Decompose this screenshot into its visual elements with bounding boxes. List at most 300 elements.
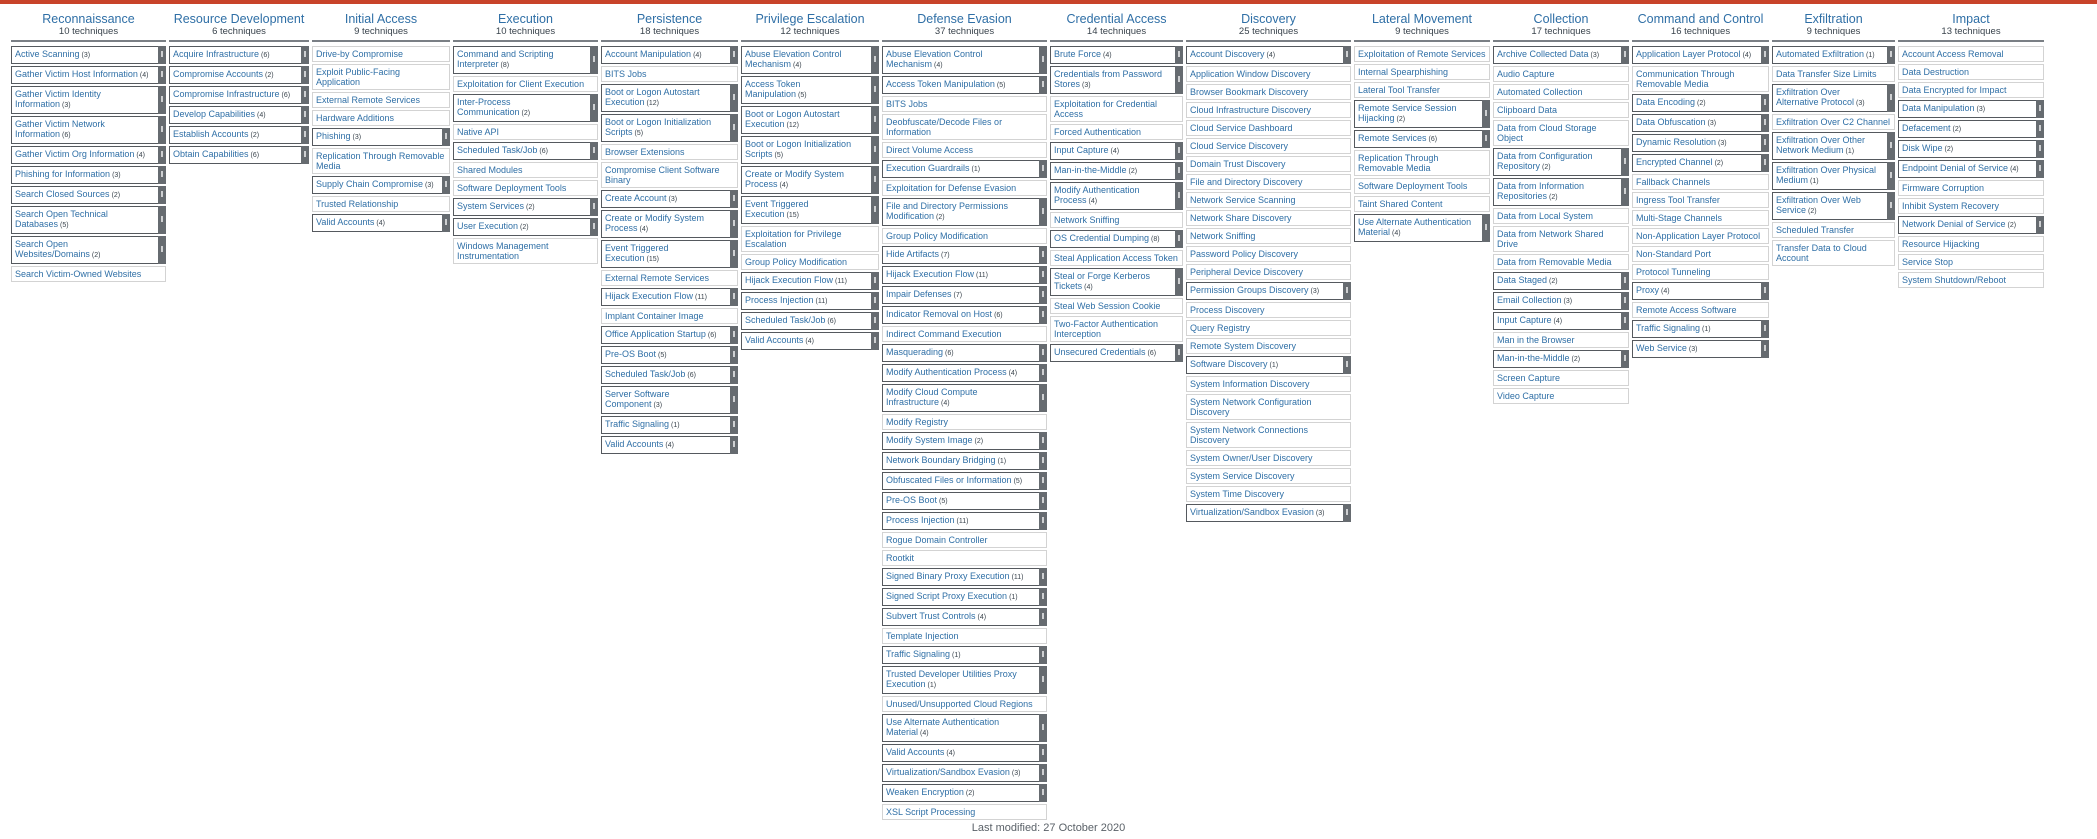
technique-name[interactable]: System Network Configuration Discovery <box>1190 397 1312 417</box>
technique-cell[interactable] <box>11 66 166 84</box>
technique-name[interactable]: Hijack Execution Flow <box>886 269 975 279</box>
technique-cell[interactable] <box>1632 282 1769 300</box>
technique-cell[interactable] <box>1354 150 1490 176</box>
technique-label[interactable] <box>886 367 1017 379</box>
technique-name[interactable]: Query Registry <box>1190 323 1251 333</box>
technique-cell[interactable] <box>1898 100 2044 118</box>
technique-label[interactable] <box>1190 213 1292 223</box>
technique-name[interactable]: Modify Authentication Process <box>1054 185 1140 205</box>
technique-name[interactable]: Abuse Elevation Control Mechanism <box>745 49 842 69</box>
technique-label[interactable] <box>1190 285 1319 297</box>
technique-label[interactable] <box>1497 49 1599 61</box>
technique-label[interactable] <box>605 243 722 265</box>
technique-name[interactable]: File and Directory Permissions Modification <box>886 201 1009 221</box>
technique-cell[interactable] <box>1898 120 2044 138</box>
technique-label[interactable] <box>1776 243 1891 263</box>
technique-label[interactable] <box>745 295 827 307</box>
technique-name[interactable]: Shared Modules <box>457 165 523 175</box>
technique-name[interactable]: Scheduled Task/Job <box>457 145 538 155</box>
technique-label[interactable] <box>1190 397 1347 417</box>
technique-label[interactable] <box>1636 213 1722 223</box>
technique-name[interactable]: Lateral Tool Transfer <box>1358 85 1440 95</box>
technique-name[interactable]: Search Closed Sources <box>15 189 110 199</box>
technique-label[interactable] <box>316 131 361 143</box>
technique-cell[interactable] <box>1898 254 2044 270</box>
technique-cell[interactable] <box>882 326 1047 342</box>
technique-cell[interactable] <box>1493 254 1629 270</box>
technique-name[interactable]: Direct Volume Access <box>886 145 974 155</box>
technique-name[interactable]: Unsecured Credentials <box>1054 347 1146 357</box>
technique-label[interactable] <box>316 199 398 209</box>
technique-cell[interactable] <box>1050 46 1183 64</box>
technique-name[interactable]: Gather Victim Identity Information <box>15 89 101 109</box>
technique-cell[interactable] <box>11 116 166 144</box>
technique-label[interactable] <box>1497 257 1612 267</box>
technique-name[interactable]: Communication Through Removable Media <box>1636 69 1735 89</box>
technique-cell[interactable] <box>453 198 598 216</box>
technique-cell[interactable] <box>1632 174 1769 190</box>
expand-handle-icon[interactable]: ‖ <box>1039 666 1047 694</box>
technique-name[interactable]: Cloud Service Discovery <box>1190 141 1289 151</box>
technique-name[interactable]: Execution Guardrails <box>886 163 970 173</box>
expand-handle-icon[interactable]: ‖ <box>1175 46 1183 64</box>
technique-name[interactable]: Non-Application Layer Protocol <box>1636 231 1761 241</box>
technique-label[interactable] <box>457 183 566 193</box>
technique-label[interactable] <box>886 417 948 427</box>
technique-name[interactable]: Gather Victim Org Information <box>15 149 135 159</box>
technique-name[interactable]: Forced Authentication <box>1054 127 1142 137</box>
technique-cell[interactable] <box>1050 142 1183 160</box>
technique-cell[interactable] <box>882 180 1047 196</box>
technique-cell[interactable] <box>1632 46 1769 64</box>
expand-handle-icon[interactable]: ‖ <box>730 210 738 238</box>
technique-cell[interactable] <box>453 76 598 92</box>
expand-handle-icon[interactable]: ‖ <box>1621 312 1629 330</box>
technique-cell[interactable] <box>1632 246 1769 262</box>
expand-handle-icon[interactable]: ‖ <box>730 386 738 414</box>
technique-name[interactable]: Valid Accounts <box>886 747 945 757</box>
expand-handle-icon[interactable]: ‖ <box>1482 214 1490 242</box>
technique-label[interactable] <box>886 329 1002 339</box>
technique-cell[interactable] <box>882 384 1047 412</box>
expand-handle-icon[interactable]: ‖ <box>730 416 738 434</box>
technique-name[interactable]: Account Access Removal <box>1902 49 2004 59</box>
tactic-name[interactable]: Discovery <box>1241 12 1296 26</box>
expand-handle-icon[interactable]: ‖ <box>590 198 598 216</box>
technique-label[interactable] <box>886 611 986 623</box>
technique-name[interactable]: Steal Application Access Token <box>1054 253 1178 263</box>
technique-name[interactable]: Permission Groups Discovery <box>1190 285 1309 295</box>
technique-cell[interactable] <box>741 254 879 270</box>
technique-label[interactable] <box>1902 49 2004 59</box>
tactic-name[interactable]: Collection <box>1533 12 1589 26</box>
technique-label[interactable] <box>1190 177 1303 187</box>
technique-name[interactable]: Clipboard Data <box>1497 105 1558 115</box>
technique-label[interactable] <box>886 289 962 301</box>
technique-cell[interactable] <box>882 414 1047 430</box>
technique-cell[interactable] <box>1632 192 1769 208</box>
expand-handle-icon[interactable]: ‖ <box>1039 512 1047 530</box>
technique-name[interactable]: Event Triggered Execution <box>605 243 669 263</box>
technique-label[interactable] <box>1190 105 1311 115</box>
technique-name[interactable]: Subvert Trust Controls <box>886 611 976 621</box>
technique-label[interactable] <box>1054 69 1167 91</box>
technique-cell[interactable] <box>1354 130 1490 148</box>
technique-cell[interactable] <box>882 666 1047 694</box>
technique-cell[interactable] <box>1186 376 1351 392</box>
technique-cell[interactable] <box>882 96 1047 112</box>
technique-name[interactable]: Data from Network Shared Drive <box>1497 229 1604 249</box>
technique-cell[interactable] <box>882 160 1047 178</box>
technique-name[interactable]: System Information Discovery <box>1190 379 1310 389</box>
technique-cell[interactable] <box>1493 66 1629 82</box>
technique-label[interactable] <box>1054 301 1160 311</box>
technique-name[interactable]: Valid Accounts <box>316 217 375 227</box>
technique-cell[interactable] <box>601 308 738 324</box>
technique-name[interactable]: Access Token Manipulation <box>886 79 995 89</box>
technique-cell[interactable] <box>11 166 166 184</box>
technique-label[interactable] <box>886 807 975 817</box>
technique-name[interactable]: Remote Service Session Hijacking <box>1358 103 1457 123</box>
technique-cell[interactable] <box>453 238 598 264</box>
technique-cell[interactable] <box>11 206 166 234</box>
technique-cell[interactable] <box>1050 316 1183 342</box>
technique-cell[interactable] <box>1186 210 1351 226</box>
technique-label[interactable] <box>1902 239 1980 249</box>
technique-cell[interactable] <box>1050 66 1183 94</box>
technique-name[interactable]: Exfiltration Over Physical Medium <box>1776 165 1877 185</box>
technique-cell[interactable] <box>1493 272 1629 290</box>
technique-label[interactable] <box>1636 323 1711 335</box>
technique-name[interactable]: Compromise Infrastructure <box>173 89 280 99</box>
technique-label[interactable] <box>1636 267 1711 277</box>
technique-label[interactable] <box>745 335 814 347</box>
technique-name[interactable]: System Owner/User Discovery <box>1190 453 1313 463</box>
technique-cell[interactable] <box>453 218 598 236</box>
technique-label[interactable] <box>1497 181 1613 203</box>
expand-handle-icon[interactable]: ‖ <box>301 86 309 104</box>
technique-name[interactable]: Software Discovery <box>1190 359 1268 369</box>
expand-handle-icon[interactable]: ‖ <box>2036 120 2044 138</box>
technique-name[interactable]: Native API <box>457 127 500 137</box>
expand-handle-icon[interactable]: ‖ <box>442 176 450 194</box>
technique-label[interactable] <box>1190 425 1347 445</box>
technique-label[interactable] <box>745 275 847 287</box>
expand-handle-icon[interactable]: ‖ <box>1761 340 1769 358</box>
technique-label[interactable] <box>745 315 836 327</box>
technique-label[interactable] <box>886 553 914 563</box>
technique-cell[interactable] <box>1050 96 1183 122</box>
technique-label[interactable] <box>1902 201 1999 211</box>
technique-name[interactable]: Boot or Logon Initialization Scripts <box>605 117 712 137</box>
technique-cell[interactable] <box>453 142 598 160</box>
technique-label[interactable] <box>886 249 950 261</box>
technique-label[interactable] <box>605 311 704 321</box>
technique-name[interactable]: Exploitation for Privilege Escalation <box>745 229 842 249</box>
technique-cell[interactable] <box>1772 84 1895 112</box>
tactic-name[interactable]: Execution <box>498 12 553 26</box>
technique-name[interactable]: Establish Accounts <box>173 129 249 139</box>
technique-label[interactable] <box>1636 305 1737 315</box>
expand-handle-icon[interactable]: ‖ <box>590 142 598 160</box>
technique-label[interactable] <box>886 387 1031 409</box>
technique-cell[interactable] <box>312 110 450 126</box>
expand-handle-icon[interactable]: ‖ <box>1482 100 1490 128</box>
technique-label[interactable] <box>1776 195 1879 217</box>
technique-cell[interactable] <box>1493 102 1629 118</box>
technique-cell[interactable] <box>882 628 1047 644</box>
technique-name[interactable]: Data Encrypted for Impact <box>1902 85 2007 95</box>
expand-handle-icon[interactable]: ‖ <box>1039 492 1047 510</box>
expand-handle-icon[interactable]: ‖ <box>2036 216 2044 234</box>
expand-handle-icon[interactable]: ‖ <box>730 84 738 112</box>
technique-cell[interactable] <box>882 804 1047 820</box>
technique-cell[interactable] <box>11 186 166 204</box>
technique-cell[interactable] <box>1493 178 1629 206</box>
technique-name[interactable]: Automated Collection <box>1497 87 1583 97</box>
technique-name[interactable]: Non-Standard Port <box>1636 249 1712 259</box>
expand-handle-icon[interactable]: ‖ <box>2036 160 2044 178</box>
technique-label[interactable] <box>1776 135 1879 157</box>
expand-handle-icon[interactable]: ‖ <box>1039 384 1047 412</box>
technique-label[interactable] <box>1054 347 1156 359</box>
expand-handle-icon[interactable]: ‖ <box>1175 268 1183 296</box>
expand-handle-icon[interactable]: ‖ <box>1621 178 1629 206</box>
technique-label[interactable] <box>1190 249 1298 259</box>
technique-name[interactable]: Exfiltration Over C2 Channel <box>1776 117 1891 127</box>
technique-name[interactable]: Search Victim-Owned Websites <box>15 269 142 279</box>
technique-cell[interactable] <box>1493 46 1629 64</box>
technique-name[interactable]: Acquire Infrastructure <box>173 49 260 59</box>
technique-label[interactable] <box>886 347 954 359</box>
expand-handle-icon[interactable]: ‖ <box>1482 130 1490 148</box>
expand-handle-icon[interactable]: ‖ <box>158 206 166 234</box>
technique-label[interactable] <box>745 257 847 267</box>
technique-name[interactable]: Video Capture <box>1497 391 1555 401</box>
technique-name[interactable]: Rogue Domain Controller <box>886 535 988 545</box>
expand-handle-icon[interactable]: ‖ <box>1039 568 1047 586</box>
technique-label[interactable] <box>1902 183 1984 193</box>
expand-handle-icon[interactable]: ‖ <box>301 66 309 84</box>
technique-cell[interactable] <box>882 696 1047 712</box>
technique-name[interactable]: Obfuscated Files or Information <box>886 475 1012 485</box>
technique-cell[interactable] <box>1050 298 1183 314</box>
technique-label[interactable] <box>1497 335 1575 345</box>
expand-handle-icon[interactable]: ‖ <box>730 346 738 364</box>
technique-label[interactable] <box>316 49 403 59</box>
technique-label[interactable] <box>1358 103 1474 125</box>
technique-label[interactable] <box>1497 295 1572 307</box>
expand-handle-icon[interactable]: ‖ <box>1761 320 1769 338</box>
technique-name[interactable]: Steal or Forge Kerberos Tickets <box>1054 271 1151 291</box>
technique-label[interactable] <box>457 127 499 137</box>
technique-cell[interactable] <box>1632 228 1769 244</box>
technique-name[interactable]: Indicator Removal on Host <box>886 309 993 319</box>
expand-handle-icon[interactable]: ‖ <box>2036 100 2044 118</box>
technique-label[interactable] <box>1776 117 1890 127</box>
technique-name[interactable]: Transfer Data to Cloud Account <box>1776 243 1867 263</box>
technique-label[interactable] <box>745 229 875 249</box>
technique-cell[interactable] <box>882 744 1047 762</box>
technique-cell[interactable] <box>1186 102 1351 118</box>
expand-handle-icon[interactable]: ‖ <box>1039 306 1047 324</box>
technique-name[interactable]: Replication Through Removable Media <box>1358 153 1439 173</box>
technique-name[interactable]: BITS Jobs <box>886 99 928 109</box>
technique-label[interactable] <box>15 149 145 161</box>
technique-name[interactable]: Modify Cloud Compute Infrastructure <box>886 387 978 407</box>
technique-label[interactable] <box>1636 249 1711 259</box>
technique-label[interactable] <box>886 231 988 241</box>
technique-cell[interactable] <box>1186 84 1351 100</box>
technique-name[interactable]: Internal Spearphishing <box>1358 67 1449 77</box>
expand-handle-icon[interactable]: ‖ <box>158 166 166 184</box>
technique-cell[interactable] <box>1632 340 1769 358</box>
technique-label[interactable] <box>1902 67 1969 77</box>
technique-label[interactable] <box>316 217 385 229</box>
technique-label[interactable] <box>173 69 274 81</box>
technique-label[interactable] <box>886 495 948 507</box>
expand-handle-icon[interactable]: ‖ <box>1039 452 1047 470</box>
technique-name[interactable]: Office Application Startup <box>605 329 706 339</box>
technique-cell[interactable] <box>1632 210 1769 226</box>
technique-name[interactable]: Data from Information Repositories <box>1497 181 1585 201</box>
technique-label[interactable] <box>886 183 1016 193</box>
technique-name[interactable]: Scheduled Task/Job <box>605 369 686 379</box>
technique-cell[interactable] <box>601 46 738 64</box>
technique-label[interactable] <box>457 201 535 213</box>
technique-label[interactable] <box>1054 185 1167 207</box>
technique-cell[interactable] <box>1186 156 1351 172</box>
technique-label[interactable] <box>1190 267 1303 277</box>
technique-label[interactable] <box>1190 123 1293 133</box>
technique-name[interactable]: External Remote Services <box>605 273 710 283</box>
technique-cell[interactable] <box>1493 350 1629 368</box>
technique-label[interactable] <box>1358 49 1486 59</box>
technique-cell[interactable] <box>1493 148 1629 176</box>
technique-name[interactable]: Man-in-the-Middle <box>1497 353 1570 363</box>
technique-name[interactable]: Automated Exfiltration <box>1776 49 1865 59</box>
technique-label[interactable] <box>745 49 863 71</box>
technique-name[interactable]: Application Window Discovery <box>1190 69 1311 79</box>
technique-name[interactable]: Remote Access Software <box>1636 305 1737 315</box>
technique-name[interactable]: Exploit Public-Facing Application <box>316 67 401 87</box>
technique-cell[interactable] <box>312 128 450 146</box>
expand-handle-icon[interactable]: ‖ <box>1039 588 1047 606</box>
technique-cell[interactable] <box>1050 250 1183 266</box>
technique-cell[interactable] <box>1050 212 1183 228</box>
expand-handle-icon[interactable]: ‖ <box>1621 46 1629 64</box>
technique-name[interactable]: Process Discovery <box>1190 305 1265 315</box>
technique-name[interactable]: Defacement <box>1902 123 1951 133</box>
expand-handle-icon[interactable]: ‖ <box>1039 266 1047 284</box>
technique-name[interactable]: Input Capture <box>1054 145 1109 155</box>
technique-label[interactable] <box>1776 87 1879 109</box>
technique-cell[interactable] <box>1632 320 1769 338</box>
technique-label[interactable] <box>1358 133 1437 145</box>
technique-name[interactable]: Resource Hijacking <box>1902 239 1980 249</box>
technique-label[interactable] <box>886 455 1006 467</box>
technique-name[interactable]: Process Injection <box>745 295 814 305</box>
expand-handle-icon[interactable]: ‖ <box>871 136 879 164</box>
technique-cell[interactable] <box>882 364 1047 382</box>
expand-handle-icon[interactable]: ‖ <box>1621 292 1629 310</box>
technique-cell[interactable] <box>1898 160 2044 178</box>
technique-name[interactable]: Multi-Stage Channels <box>1636 213 1723 223</box>
technique-cell[interactable] <box>312 196 450 212</box>
technique-cell[interactable] <box>882 764 1047 782</box>
technique-name[interactable]: System Shutdown/Reboot <box>1902 275 2007 285</box>
technique-label[interactable] <box>15 169 121 181</box>
technique-cell[interactable] <box>1186 468 1351 484</box>
technique-name[interactable]: Credentials from Password Stores <box>1054 69 1163 89</box>
technique-label[interactable] <box>1776 49 1875 61</box>
technique-cell[interactable] <box>1050 230 1183 248</box>
technique-name[interactable]: Masquerading <box>886 347 944 357</box>
expand-handle-icon[interactable]: ‖ <box>871 196 879 224</box>
technique-name[interactable]: Input Capture <box>1497 315 1552 325</box>
technique-label[interactable] <box>886 767 1020 779</box>
expand-handle-icon[interactable]: ‖ <box>1761 46 1769 64</box>
technique-name[interactable]: Protocol Tunneling <box>1636 267 1711 277</box>
expand-handle-icon[interactable]: ‖ <box>730 114 738 142</box>
technique-cell[interactable] <box>882 550 1047 566</box>
technique-name[interactable]: Archive Collected Data <box>1497 49 1589 59</box>
technique-cell[interactable] <box>11 86 166 114</box>
technique-name[interactable]: Hide Artifacts <box>886 249 940 259</box>
technique-cell[interactable] <box>1186 46 1351 64</box>
technique-name[interactable]: Drive-by Compromise <box>316 49 404 59</box>
technique-cell[interactable] <box>882 266 1047 284</box>
expand-handle-icon[interactable]: ‖ <box>1343 504 1351 522</box>
technique-label[interactable] <box>605 329 716 341</box>
technique-label[interactable] <box>1636 117 1716 129</box>
technique-name[interactable]: Cloud Service Dashboard <box>1190 123 1293 133</box>
technique-cell[interactable] <box>1493 208 1629 224</box>
technique-label[interactable] <box>1636 343 1697 355</box>
technique-label[interactable] <box>457 221 529 233</box>
technique-cell[interactable] <box>1772 132 1895 160</box>
technique-name[interactable]: Audio Capture <box>1497 69 1555 79</box>
expand-handle-icon[interactable]: ‖ <box>1761 282 1769 300</box>
technique-label[interactable] <box>173 49 270 61</box>
technique-name[interactable]: Remote System Discovery <box>1190 341 1297 351</box>
technique-name[interactable]: Data from Configuration Repository <box>1497 151 1593 171</box>
technique-name[interactable]: Trusted Relationship <box>316 199 399 209</box>
expand-handle-icon[interactable]: ‖ <box>442 214 450 232</box>
technique-name[interactable]: Modify Authentication Process <box>886 367 1007 377</box>
technique-cell[interactable] <box>882 46 1047 74</box>
technique-label[interactable] <box>1776 165 1879 187</box>
expand-handle-icon[interactable]: ‖ <box>1039 744 1047 762</box>
technique-label[interactable] <box>886 475 1022 487</box>
expand-handle-icon[interactable]: ‖ <box>871 166 879 194</box>
technique-label[interactable] <box>1358 217 1474 239</box>
technique-label[interactable] <box>1636 97 1706 109</box>
technique-name[interactable]: Web Service <box>1636 343 1687 353</box>
technique-cell[interactable] <box>601 190 738 208</box>
technique-cell[interactable] <box>601 436 738 454</box>
technique-cell[interactable] <box>1632 66 1769 92</box>
technique-name[interactable]: Service Stop <box>1902 257 1954 267</box>
technique-cell[interactable] <box>882 114 1047 140</box>
technique-name[interactable]: BITS Jobs <box>605 69 647 79</box>
technique-label[interactable] <box>457 49 582 71</box>
tactic-name[interactable]: Persistence <box>636 12 703 26</box>
technique-label[interactable] <box>1358 85 1440 95</box>
technique-cell[interactable] <box>1493 84 1629 100</box>
technique-label[interactable] <box>1497 123 1625 143</box>
technique-name[interactable]: Signed Script Proxy Execution <box>886 591 1008 601</box>
